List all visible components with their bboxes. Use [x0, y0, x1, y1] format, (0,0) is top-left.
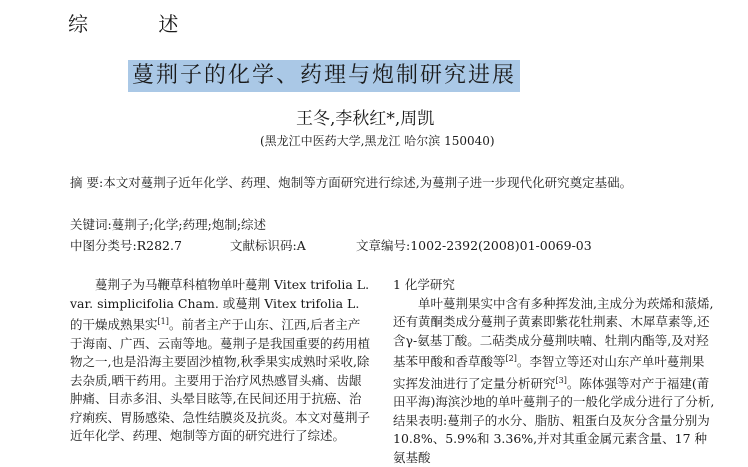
- article-number: 文章编号:1002-2392(2008)01-0069-03: [356, 238, 592, 253]
- abstract-label: 摘 要:: [70, 175, 104, 190]
- citation-3: [3]: [555, 375, 567, 385]
- citation-2: [2]: [505, 354, 517, 363]
- abstract-text: 本文对蔓荆子近年化学、药理、炮制等方面研究进行综述,为蔓荆子进一步现代化研究奠定基础。: [103, 175, 633, 190]
- section-heading: 1 化学研究: [393, 277, 455, 292]
- paper-title: 蔓荆子的化学、药理与炮制研究进展: [132, 63, 517, 88]
- section-label: 综 述: [68, 12, 211, 36]
- right-paragraph: [393, 295, 715, 467]
- left-column: [70, 276, 370, 446]
- document-code: 文献标识码:A: [230, 238, 306, 253]
- right-text-2: 。李智立等还对山东产单叶蔓荆果实挥发油进行了定量分析研究: [393, 354, 705, 391]
- affiliation: (黑龙江中医药大学,黑龙江 哈尔滨 150040): [260, 134, 495, 148]
- right-column: [393, 276, 715, 467]
- clc-number: 中图分类号:R282.7: [70, 238, 182, 253]
- keywords: 关键词:蔓荆子;化学;药理;炮制;综述: [70, 217, 267, 232]
- abstract: [70, 173, 695, 192]
- left-paragraph: [70, 276, 370, 446]
- authors: 王冬,李秋红*,周凯: [296, 109, 435, 129]
- right-text-3: 。陈体强等对产于福建(莆田平海)海滨沙地的单叶蔓荆子的一般化学成分进行了分析,结果表明:蔓荆子的水分、脂肪、粗蛋白及灰分含量分别为 10.8%、5.9%和 3.36%,并对其重金属元素含量、17 种氨基酸: [393, 375, 715, 465]
- left-text-rest: 。前者主产于山东、江西,后者主产于海南、广西、云南等地。蔓荆子是我国重要的药用植物之一,也是沿海主要固沙植物,秋季果实成熟时采收,除去杂质,晒干药用。主要用于治疗风热感冒头痛、齿龈肿痛、目赤多泪、头晕目眩等,在民间还用于抗癌、治疗痢疾、胃肠感染、急性结膜炎及抗炎。本文对蔓荆子近年化学、药理、炮制等方面的研究进行了综述。: [70, 317, 371, 444]
- citation-1: [1]: [157, 317, 169, 326]
- title-highlight: [128, 60, 520, 92]
- left-text-intro: 蔓荆子为马鞭草科植物单叶蔓荆 Vitex trifolia L. var. simplicifolia Cham. 或蔓荆 Vitex trifolia L. 的干燥成熟果实: [70, 277, 370, 333]
- right-text-1: 单叶蔓荆果实中含有多种挥发油,主成分为莰烯和蒎烯,还有黄酮类成分蔓荆子黄素即紫花牡荆素、木犀草素等,还含γ-氨基丁酸。二萜类成分蔓荆呋喃、牡荆内酯等,及对羟基苯甲酸和香草酸等: [393, 295, 714, 370]
